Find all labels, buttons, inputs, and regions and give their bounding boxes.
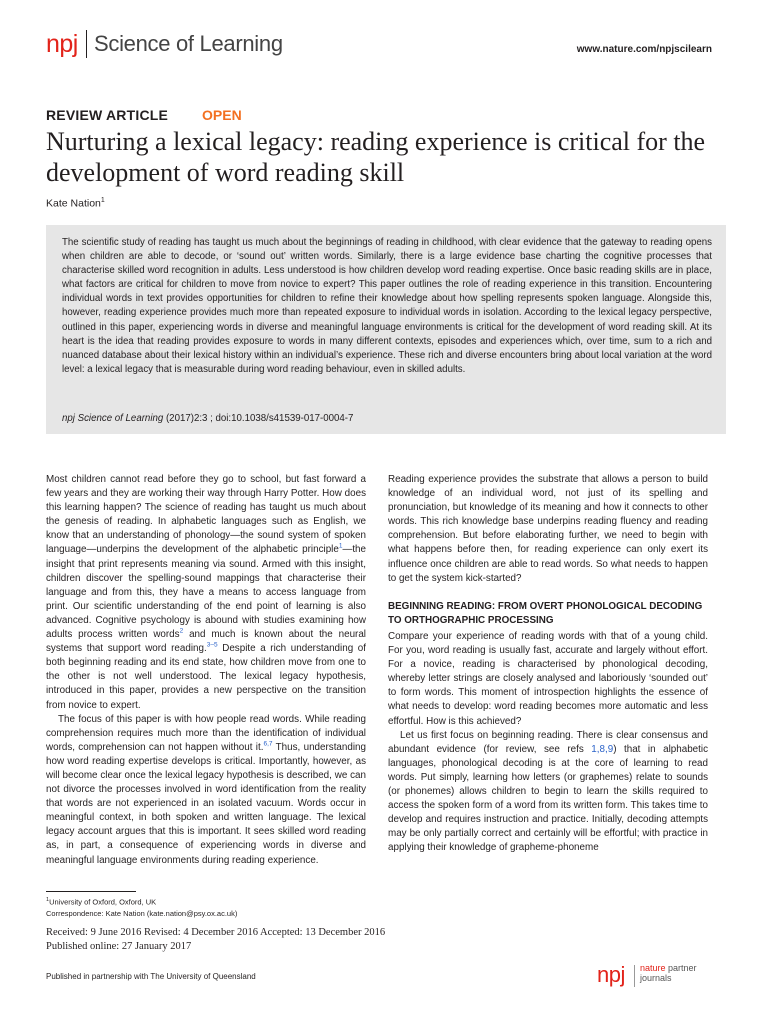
logo-journals-text: journals — [640, 973, 672, 983]
article-type-label: REVIEW ARTICLE — [46, 107, 169, 123]
logo-nature-text: nature — [640, 963, 666, 973]
article-dates — [46, 926, 385, 954]
published-online: Published online: 27 January 2017 — [46, 941, 192, 952]
journal-url[interactable]: www.nature.com/npjscilearn — [576, 44, 712, 55]
affiliation-marker: 1 — [46, 897, 50, 903]
body-paragraph: Compare your experience of reading words with that of a young child. For you, word reading is usually fast, accurate and largely without effort. For a novice, reading is characterised by phonological decoding, whereby letter strings are closely analysed and laboriously ‘sounded out’ to form words. This moment of introspection highlights the essence of what needs to develop: word reading becomes more automatic and less effortful. How is this achieved? — [388, 630, 708, 727]
reference-link[interactable]: 2 — [179, 627, 184, 635]
author-name[interactable]: Kate Nation — [46, 197, 101, 210]
npj-publisher-logo: npj — [597, 962, 625, 987]
partnership-line: Published in partnership with The University of Queensland — [46, 972, 256, 981]
body-paragraph — [388, 729, 708, 856]
logo-divider — [86, 30, 87, 58]
abstract-text: The scientific study of reading has taught us much about the beginnings of reading in childhood, with clear evidence that the gateway to reading opens when children are able to decode, or ‘sound out’ written words. Similarly, there is a large evidence base charting the cognitive processes that characterise skilled word recognition in adults. Less understood is how children develop word reading expertise. Once basic reading skills are in place, what factors are critical for children to move from novice to expert? This paper outlines the role of reading experience in this transition. Encountering individual words in text provides opportunities for children to refine their knowledge about how spelling represents spoken language. Alongside this, however, reading experience provides much more than repeated exposure to individual words in isolation. According to the lexical legacy perspective, outlined in this paper, experiencing words in diverse and meaningful language environments is critical for the development of word reading skill. At its heart is the idea that reading provides exposure to words in many different contexts, episodes and experiences which, over time, sum to a rich and nuanced database about their lexical history within an individual’s experience. These rich and diverse encounters bring about local variation at the word level: a lexical legacy that is measurable during word reading behaviour, even in skilled adults. — [62, 237, 712, 375]
text-run: Thus, understanding how word reading expertise develops is critical. Importantly, however, as will become clear once the lexical legacy hypothesis is described, we can not divorce the processes involved in word identification from the reality that words are not experienced in an isolated vacuum. Words occur in meaningful context, in both spoken and written language. The lexical legacy account argues that this is important. It sees skilled word reading as, in part, a consequence of experiencing words in diverse and meaningful language environments during reading experience. — [46, 741, 366, 866]
citation-doi[interactable]: (2017)2:3 ; doi:10.1038/s41539-017-0004-7 — [163, 413, 354, 424]
body-paragraph: Reading experience provides the substrate that allows a person to build knowledge of an individual word, not just of its spelling and pronunciation, but knowledge of its meaning and how it connects to other words. This rich knowledge base underpins reading fluency and reading comprehension. But before elaborating further, we need to begin with what happens before then, for reading experience can only exert its influence once children are able to read words. So what needs to happen to get the system kick-started? — [388, 474, 708, 584]
journal-name: Science of Learning — [94, 31, 283, 56]
affiliation-footnote — [46, 897, 156, 907]
body-paragraph — [46, 473, 366, 713]
text-run: Most children cannot read before they go to school, but fast forward a few years and they are working their way through Harry Potter. How does this learning happen? The science of reading has taught us much about the genesis of reading. In alphabetic languages such as English, we know that an understanding of phonology—the sound system of spoken language—underpins the development of the alphabetic principle — [46, 474, 366, 556]
author-affiliation-marker: 1 — [100, 197, 105, 204]
author-line — [46, 197, 105, 210]
citation-journal: npj Science of Learning — [62, 413, 164, 424]
nature-partner-journals-logo — [640, 963, 697, 983]
citation-line — [62, 413, 353, 424]
text-run: ) that in alphabetic languages, phonological decoding is at the core of learning to read words. Put simply, learning how letters (or graphemes) relate to sounds (or phonemes) allows children to begin to learn the skills required to access the spoken form of a word from its written form. This takes time to develop and requires instruction and practice. Initially, decoding attempts may be only partially correct and certainly will be effortful; with practice in applying their knowledge of grapheme-phoneme — [388, 743, 708, 854]
publisher-logo-divider — [634, 965, 635, 987]
footnote-divider — [46, 891, 136, 892]
reference-link[interactable]: 3–5 — [206, 641, 218, 649]
correspondence-footnote[interactable]: Correspondence: Kate Nation (kate.nation@psy.ox.ac.uk) — [46, 909, 238, 918]
text-run: Let us first focus on beginning reading. There is clear consensus and abundant evidence (for review, see refs — [388, 729, 708, 755]
affiliation-text: University of Oxford, Oxford, UK — [49, 897, 157, 907]
text-run: —the insight that print represents meaning via sound. Armed with this insight, children discover the spelling-sound mappings that characterise their language and from this, they have a means to access language from print. Our scientific understanding of the end point of learning is also advanced. Cognitive psychology is abound with studies examining how adults process written words — [46, 544, 366, 641]
section-heading: BEGINNING READING: FROM OVERT PHONOLOGICAL DECODING TO ORTHOGRAPHIC PROCESSING — [388, 600, 703, 626]
body-paragraph — [46, 713, 366, 868]
received-revised-accepted: Received: 9 June 2016 Revised: 4 December 2016 Accepted: 13 December 2016 — [46, 927, 386, 938]
reference-link[interactable]: 1,8,9 — [591, 743, 614, 755]
body-column-right — [388, 473, 708, 855]
text-run: The focus of this paper is with how people read words. While reading comprehension requires much more than the identification of individual words, comprehension can not happen without it. — [46, 713, 366, 753]
reference-link[interactable]: 1 — [338, 543, 343, 551]
text-run: and much is known about the neural systems that support word reading. — [46, 629, 366, 655]
open-access-label: OPEN — [202, 107, 242, 123]
article-title: Nurturing a lexical legacy: reading experience is critical for the development of word reading skill — [46, 127, 706, 187]
text-run: Despite a rich understanding of both beginning reading and its end state, how children move from one to the other is not well understood. The lexical legacy hypothesis, introduced in this paper, provides a new perspective on the transition from novice to expert. — [46, 643, 366, 711]
reference-link[interactable]: 6,7 — [263, 740, 273, 748]
logo-partner-text: partner — [665, 963, 697, 973]
npj-logo: npj — [46, 30, 78, 58]
body-column-left — [46, 473, 366, 868]
